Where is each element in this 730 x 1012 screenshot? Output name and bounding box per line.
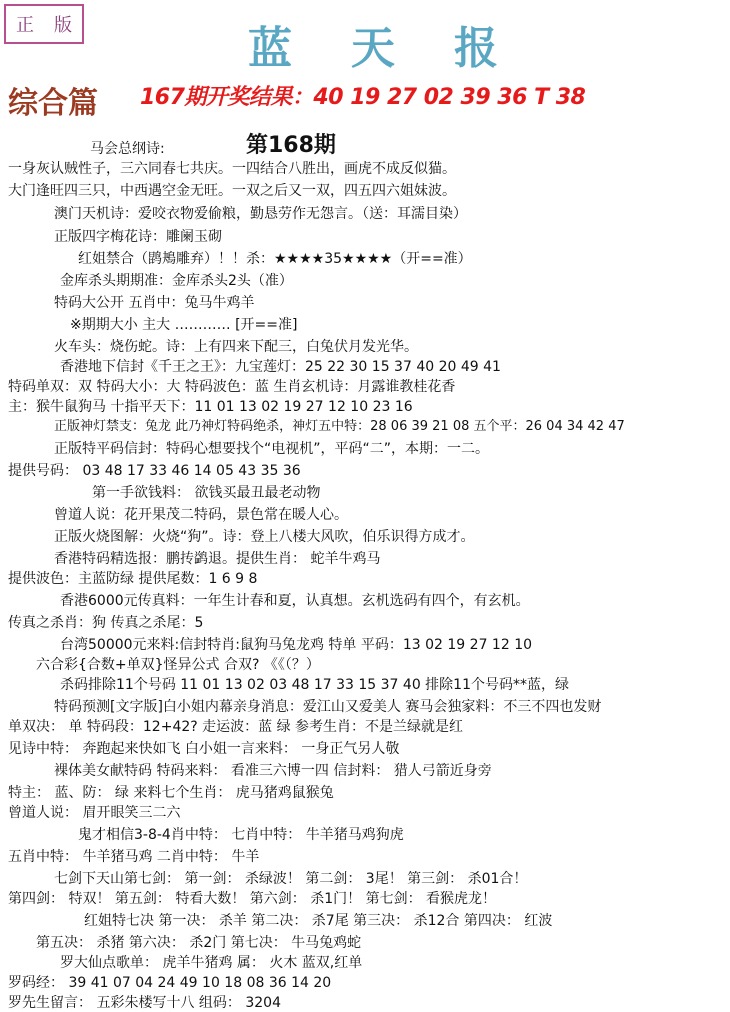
content-line: 见诗中特： 奔跑起来快如飞 白小姐一言来料： 一身正气另人敬 <box>8 741 400 757</box>
official-badge <box>4 4 84 44</box>
title-char-1: 蓝 <box>248 23 292 74</box>
title-char-2: 天 <box>351 23 395 74</box>
content-line: 曾道人说： 眉开眼笑三二六 <box>8 805 181 821</box>
content-line: 正版特平码信封：特码心想要找个“电视机”，平码“二”，本期：一二。 <box>54 441 490 457</box>
content-line: 火车头：烧伤蛇。诗：上有四来下配三，白兔伏月发光华。 <box>54 339 418 355</box>
content-line: 金库杀头期期准：金库杀头2头（准） <box>60 273 293 289</box>
content-line: 七剑下天山第七剑： 第一剑： 杀绿波！ 第二剑： 3尾！ 第三剑： 杀01合！ <box>54 871 528 887</box>
content-line: 单双决： 单 特码段：12+42? 走运波：蓝 绿 参考生肖：不是兰绿就是红 <box>8 719 464 735</box>
content-line: 正版火烧图解：火烧“狗”。诗：登上八楼大风吹，伯乐识得方成才。 <box>54 529 475 545</box>
content-line: 传真之杀肖：狗 传真之杀尾：5 <box>8 615 204 631</box>
content-line: 裸体美女献特码 特码来料： 看准三六博一四 信封料： 猎人弓箭近身旁 <box>54 763 492 779</box>
draw-result: 167期开奖结果：40 19 27 02 39 36 T 38 <box>140 85 586 110</box>
content-line: 红姐禁合（鹍鴂雕弃）！！杀：★★★★35★★★★（开==准） <box>78 251 472 267</box>
content-line: 特码单双：双 特码大小：大 特码波色：蓝 生肖玄机诗：月露谁教桂花香 <box>8 379 456 395</box>
content-line: 特码预测[文字版]白小姐内幕亲身消息：爱江山又爱美人 赛马会独家料：不三不四也发财 <box>54 699 602 715</box>
content-line: 鬼才相信3-8-4肖中特： 七肖中特： 牛羊猪马鸡狗虎 <box>78 827 404 843</box>
title-char-3: 报 <box>454 23 498 74</box>
issue-number: 第168期 <box>246 133 336 158</box>
content-line: 六合彩{合数+单双}怪异公式 合双? 《《（？） <box>36 657 320 673</box>
page-title <box>248 14 498 74</box>
content-line: 特主： 蓝、防： 绿 来料七个生肖： 虎马猪鸡鼠猴兔 <box>8 785 334 801</box>
content-line: 提供号码： 03 48 17 33 46 14 05 43 35 36 <box>8 463 301 479</box>
content-line: 罗大仙点歌单： 虎羊牛猪鸡 属： 火木 蓝双,红单 <box>60 955 363 971</box>
content-line: 罗先生留言： 五彩朱楼写十八 组码： 3204 <box>8 995 281 1011</box>
content-line: 香港6000元传真料：一年生计春和夏，认真想。玄机选码有四个，有玄机。 <box>60 593 530 609</box>
content-line: 马会总纲诗: <box>90 141 165 157</box>
content-line: 第五决： 杀猪 第六决： 杀2门 第七决： 牛马兔鸡蛇 <box>36 935 362 951</box>
content-line: 香港特码精选报：鹏抟鹢退。提供生肖： 蛇羊牛鸡马 <box>54 551 381 567</box>
content-line: 五肖中特： 牛羊猪马鸡 二肖中特： 牛羊 <box>8 849 260 865</box>
section-label: 综合篇 <box>8 86 98 121</box>
content-line: 正版四字梅花诗：雕阑玉砌 <box>54 229 222 245</box>
content-line: 第一手欲钱料： 欲钱买最丑最老动物 <box>92 485 321 501</box>
content-line: 主：猴牛鼠狗马 十指平天下：11 01 13 02 19 27 12 10 23 16 <box>8 399 413 415</box>
content-line: 大门逢旺四三只，中西遇空金无旺。一双之后又一双，四五四六姐妹波。 <box>8 183 456 199</box>
content-line: 正版神灯禁支：兔龙 此乃神灯特码绝杀，神灯五中特：28 06 39 21 08 五个平：26 04 34 42 47 <box>54 419 625 434</box>
content-line: 台湾50000元来料:信封特肖:鼠狗马兔龙鸡 特单 平码：13 02 19 27 12 10 <box>60 637 533 653</box>
content-line: 特码大公开 五肖中：兔马牛鸡羊 <box>54 295 255 311</box>
content-line: ※期期大小 主大 ………… [开==准] <box>70 317 298 333</box>
content-line: 红姐特七决 第一决： 杀羊 第二决： 杀7尾 第三决： 杀12合 第四决： 红波 <box>84 913 553 929</box>
content-line: 一身灰认贼性子，三六同春七共庆。一四结合八胜出，画虎不成反似猫。 <box>8 161 456 177</box>
content-line: 提供波色：主蓝防绿 提供尾数：1 6 9 8 <box>8 571 258 587</box>
content-line: 第四剑： 特双！ 第五剑： 特看大数！ 第六剑： 杀1门！ 第七剑： 看猴虎龙！ <box>8 891 497 907</box>
content-line: 澳门天机诗：爱咬衣物爱偷粮，勤恳劳作无怨言。（送：耳濡目染） <box>54 206 467 222</box>
content-line: 杀码排除11个号码 11 01 13 02 03 48 17 33 15 37 40 排除11个号码**蓝，绿 <box>60 677 569 693</box>
badge-char-2: 版 <box>54 15 72 36</box>
content-line: 香港地下信封《千王之王》：九宝莲灯：25 22 30 15 37 40 20 49 41 <box>60 359 501 375</box>
badge-char-1: 正 <box>16 15 34 36</box>
content-line: 曾道人说：花开果茂二特码，景色常在暖人心。 <box>54 507 348 523</box>
content-line: 罗码经： 39 41 07 04 24 49 10 18 08 36 14 20 <box>8 975 332 991</box>
